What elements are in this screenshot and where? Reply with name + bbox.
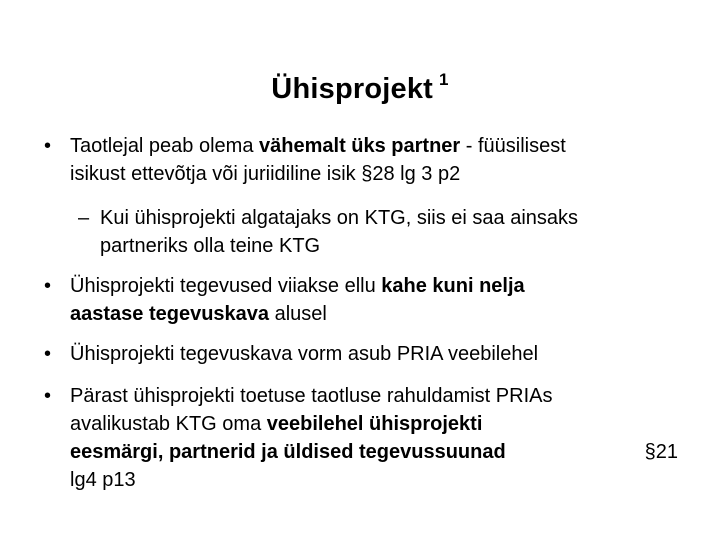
bullet-line: isikust ettevõtja või juriidiline isik §28 lg 3 p2	[70, 163, 461, 185]
bullet-line: partneriks olla teine KTG	[100, 235, 321, 257]
text-run: alusel	[269, 303, 327, 325]
bold-text-run: veebilehel ühisprojekti	[266, 413, 483, 435]
bullet-line: Pärast ühisprojekti toetuse taotluse rahuldamist PRIAs	[70, 385, 553, 407]
bullet-line: Ühisprojekti tegevuskava vorm asub PRIA veebilehel	[70, 343, 539, 365]
bullet-mark: •	[44, 275, 52, 297]
sub-bullet-mark: –	[78, 207, 90, 229]
title-superscript: 1	[439, 70, 449, 89]
bullet-line	[70, 410, 690, 438]
text-run: Ühisprojekti tegevused viiakse ellu	[70, 275, 382, 297]
slide-title	[0, 70, 720, 106]
bold-text-run: aastase tegevuskava	[70, 303, 270, 325]
text-run: §21	[644, 441, 678, 463]
bullet-line	[70, 438, 690, 466]
title-text: Ühisprojekt	[271, 73, 434, 105]
bullet-mark: •	[44, 135, 52, 157]
text-run: Taotlejal peab olema	[70, 135, 260, 157]
bullet-mark: •	[44, 385, 52, 407]
bullet-line	[70, 272, 690, 300]
bold-text-run: vähemalt üks partner	[259, 135, 461, 157]
bullet-line	[70, 300, 690, 328]
bullet-line: lg4 p13	[70, 469, 136, 491]
bold-text-run: kahe kuni nelja	[381, 275, 525, 297]
text-run: - füüsilisest	[460, 135, 566, 157]
text-run: avalikustab KTG oma	[70, 413, 267, 435]
bullet-line	[70, 132, 690, 160]
bullet-line: Kui ühisprojekti algatajaks on KTG, siis ei saa ainsaks	[100, 207, 579, 229]
bullet-mark: •	[44, 343, 52, 365]
bold-text-run: eesmärgi, partnerid ja üldised tegevussuunad	[70, 441, 506, 463]
